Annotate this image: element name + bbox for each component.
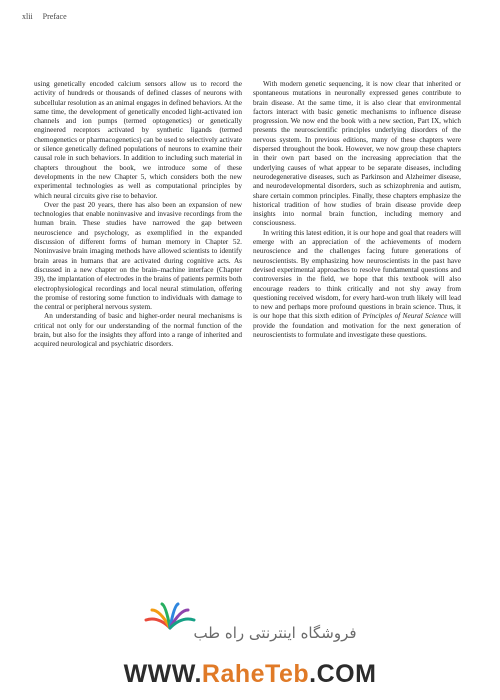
paragraph: [253, 229, 461, 341]
paragraph-text: In writing this latest edition, it is our hope and goal that readers will emerge with an appreciation of the achievements of modern neuroscience and the challenges facing future generations of neuroscientists. By emphasizing how neuroscientists in the past have devised experimental approaches to resolve fundamental questions and controversies in the field, we hope that this textbook will also encourage readers to think critically and not shy away from questioning received wisdom, for every hard-won truth likely will lead to new and perhaps more profound questions in brain science. Thus, it is our hope that this sixth edition of: [253, 228, 461, 321]
paragraph: With modern genetic sequencing, it is now clear that inherited or spontaneous mutations in neuronally expressed genes contribute to brain disease. At the same time, it is also clear that environmental factors interact with basic genetic mechanisms to influence disease progression. We now end the book with a new section, Part IX, which presents the neuroscientific principles underlying disorders of the nervous system. In previous editions, many of these chapters were dispersed throughout the book. However, we now group these chapters in their own part based on the increasing appreciation that the underlying causes of what appear to be separate diseases, including neurodegenerative diseases, such as Parkinson and Alzheimer disease, and neurodevelopmental disorders, such as schizophrenia and autism, share certain common principles. Finally, these chapters emphasize the historical tradition of how studies of brain disease provide deep insights into normal brain function, including memory and consciousness.: [253, 80, 461, 228]
paragraph: An understanding of basic and higher-order neural mechanisms is critical not only for our understanding of the normal function of the brain, but also for the insights they afford into a range of inherited and acquired neurological and psychiatric disorders.: [34, 312, 242, 349]
book-title: Principles of Neural Science: [362, 312, 448, 321]
url-prefix: WWW.: [123, 660, 202, 688]
watermark: [0, 600, 500, 700]
url-suffix: .COM: [309, 660, 377, 688]
watermark-persian-text: فروشگاه اینترنتی راه طب: [193, 624, 357, 642]
watermark-url[interactable]: [0, 660, 500, 689]
paragraph-text: will provide the foundation and motivation for the next generation of neuroscientists to formulate and investigate these questions.: [253, 312, 462, 340]
left-column: [34, 80, 242, 350]
url-brand: RaheTeb: [201, 660, 310, 688]
running-header: [22, 12, 67, 21]
paragraph: Over the past 20 years, there has also been an expansion of new technologies that enable noninvasive and invasive recordings from the human brain. These studies have narrowed the gap between neuroscience and psychology, as exemplified in the expanded discussion of different forms of human memory in Chapter 52. Noninvasive brain imaging methods have allowed scientists to identify brain areas in humans that are activated during cognitive acts. As discussed in a new chapter on the brain–machine interface (Chapter 39), the implantation of electrodes in the brains of patients permits both electrophysiological recordings and local neural stimulation, offering the promise of restoring some function to individuals with damage to the central or peripheral nervous system.: [34, 200, 242, 312]
right-column: [253, 80, 461, 340]
page-number: xlii: [22, 12, 33, 21]
paragraph: using genetically encoded calcium sensors allow us to record the activity of hundreds or thousands of defined classes of neurons with subcellular resolution as an animal engages in defined behaviors. At the same time, the development of genetically encoded light-activated ion channels and ion pumps (termed optogenetics) or genetically engineered receptors activated by synthetic ligands (termed chemogenetics or pharmacogenetics) can be used to selectively activate or silence genetically defined populations of neurons to examine their causal role in such behaviors. In addition to including such material in chapters throughout the book, we introduce some of these developments in the new Chapter 5, which considers both the new experimental technologies as well as computational principles by which neural circuits give rise to behavior.: [34, 80, 242, 200]
section-title: Preface: [42, 12, 67, 21]
